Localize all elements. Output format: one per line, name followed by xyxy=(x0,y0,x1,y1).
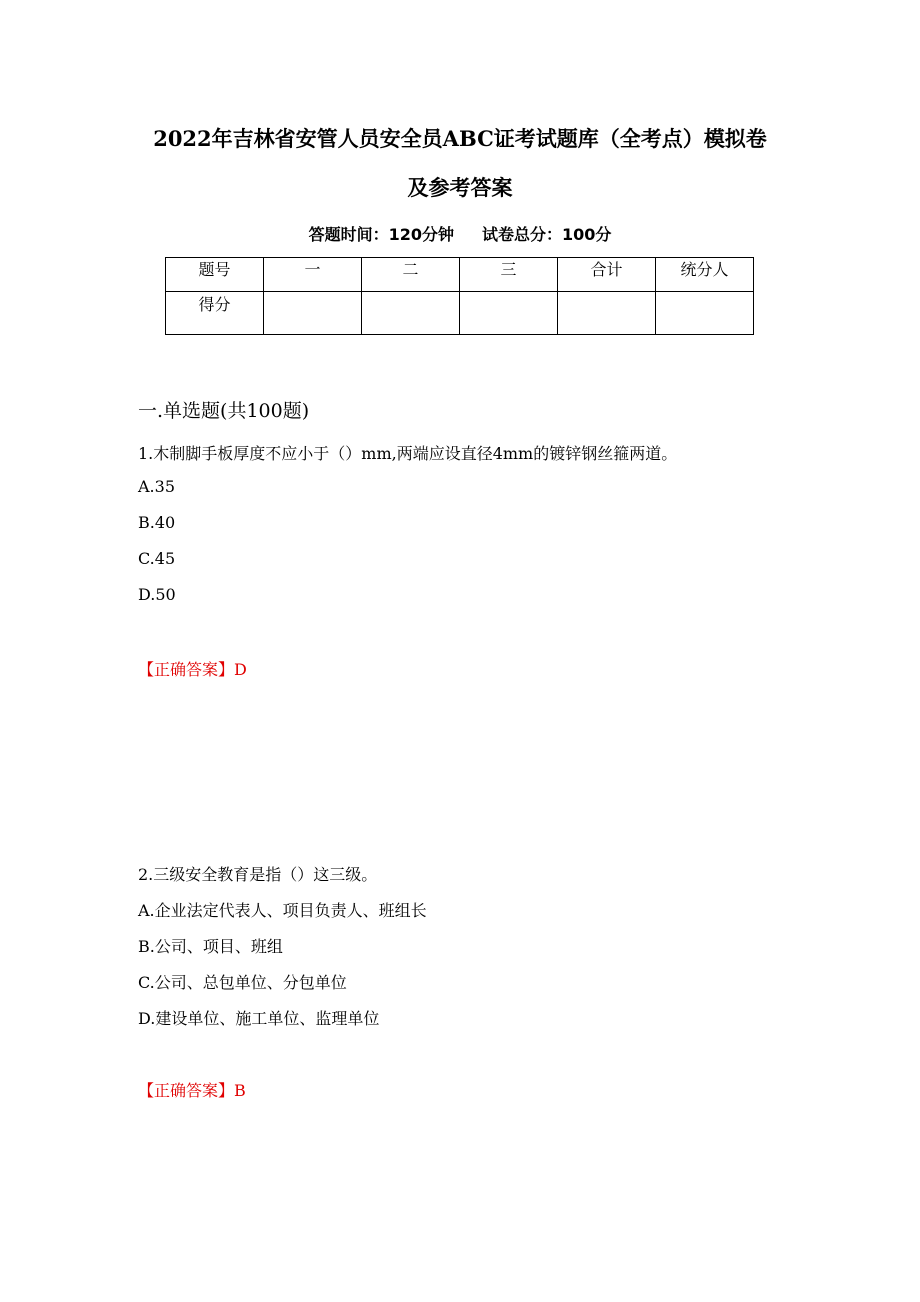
header-cell: 合计 xyxy=(558,258,656,292)
question-2-option-b: B.公司、项目、班组 xyxy=(138,937,283,956)
score-cell xyxy=(558,292,656,335)
question-1-option-d: D.50 xyxy=(138,585,176,604)
document-title-line2: 及参考答案 xyxy=(407,175,513,200)
header-cell: 三 xyxy=(460,258,558,292)
score-table-score-row xyxy=(166,292,754,335)
score-table xyxy=(165,257,754,335)
header-cell: 二 xyxy=(362,258,460,292)
score-cell xyxy=(362,292,460,335)
score-cell xyxy=(656,292,754,335)
question-2-option-c: C.公司、总包单位、分包单位 xyxy=(138,973,347,992)
row-label-cell: 得分 xyxy=(166,292,264,335)
header-cell: 一 xyxy=(264,258,362,292)
exam-time: 答题时间：120分钟 xyxy=(308,225,454,244)
exam-total-score: 试卷总分：100分 xyxy=(482,225,612,244)
score-cell xyxy=(460,292,558,335)
header-cell: 题号 xyxy=(166,258,264,292)
question-2-answer: 【正确答案】B xyxy=(138,1081,246,1100)
question-2-option-a: A.企业法定代表人、项目负责人、班组长 xyxy=(138,901,427,920)
document-title-line1: 2022年吉林省安管人员安全员ABC证考试题库（全考点）模拟卷 xyxy=(153,126,767,151)
section-heading: 一.单选题(共100题) xyxy=(138,400,310,422)
score-cell xyxy=(264,292,362,335)
header-cell: 统分人 xyxy=(656,258,754,292)
score-table-header-row xyxy=(166,258,754,292)
question-1-option-b: B.40 xyxy=(138,513,176,532)
question-1-text: 1.木制脚手板厚度不应小于（）mm,两端应设直径4mm的镀锌钢丝箍两道。 xyxy=(138,444,678,463)
question-2-option-d: D.建设单位、施工单位、监理单位 xyxy=(138,1009,380,1028)
question-1-option-c: C.45 xyxy=(138,549,176,568)
exam-info xyxy=(0,222,920,245)
question-2-text: 2.三级安全教育是指（）这三级。 xyxy=(138,865,378,884)
question-1-answer: 【正确答案】D xyxy=(138,660,247,679)
question-1-option-a: A.35 xyxy=(138,477,175,496)
